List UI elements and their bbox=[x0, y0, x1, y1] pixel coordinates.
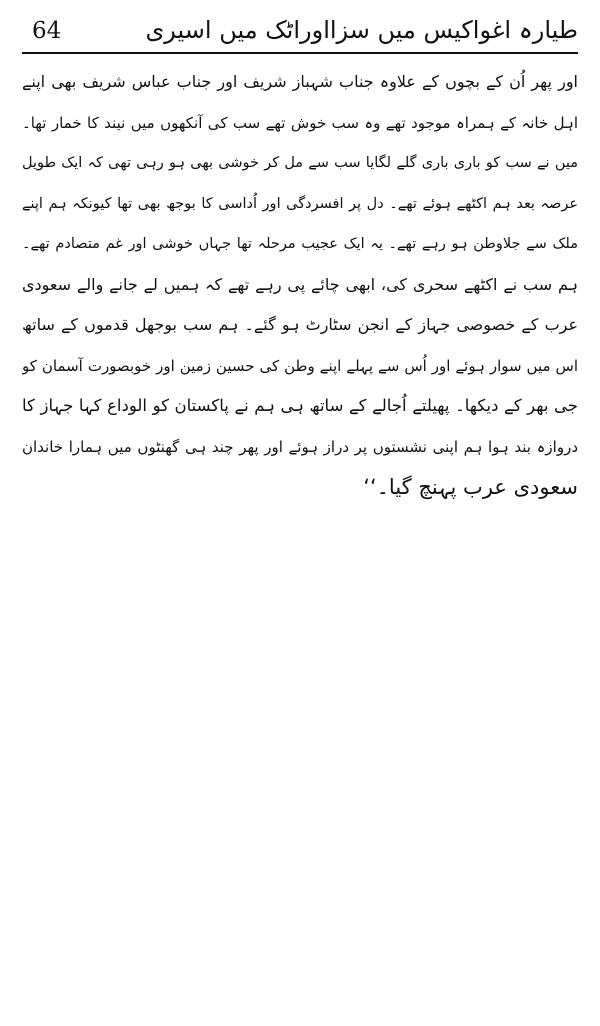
header-rule bbox=[22, 52, 578, 54]
page-number: 64 bbox=[32, 18, 62, 44]
text-line: اور پھر اُن کے بچوں کے علاوہ جناب شہباز شریف اور جناب عباس شریف بھی اپنے bbox=[22, 72, 578, 91]
text-line-last: سعودی عرب پہنچ گیا۔‘‘ bbox=[363, 475, 578, 499]
text-line: ہم سب نے اکٹھے سحری کی، ابھی چائے پی رہے تھے کہ ہمیں لے جانے والے سعودی bbox=[22, 274, 578, 294]
page-header bbox=[22, 10, 578, 50]
running-title: طیارہ اغواکیس میں سزااوراٹک میں اسیری bbox=[145, 16, 578, 44]
text-line: میں نے سب کو باری باری گلے لگایا سب سے مل کر خوشی بھی ہو رہی تھی کہ ایک طویل bbox=[22, 155, 578, 171]
text-line: ملک سے جلاوطن ہو رہے تھے۔ یہ ایک عجیب مرحلہ تھا جہاں خوشی اور غم متصادم تھے۔ bbox=[22, 236, 578, 252]
text-line: اس میں سوار ہوئے اور اُس سے پہلے اپنے وطن کی حسین زمین اور خوبصورت آسمان کو bbox=[22, 356, 578, 375]
text-line: عرب کے خصوصی جہاز کے انجن سٹارٹ ہو گئے۔ ہم سب بوجھل قدموں کے ساتھ bbox=[22, 315, 578, 334]
body-text bbox=[22, 62, 578, 508]
text-line: جی بھر کے دیکھا۔ پھیلتے اُجالے کے ساتھ ہی ہم نے پاکستان کو الوداع کہا جہاز کا bbox=[22, 396, 578, 415]
text-line: دروازہ بند ہوا ہم اپنی نشستوں پر دراز ہوئے اور پھر چند ہی گھنٹوں میں ہمارا خاندان bbox=[22, 437, 578, 456]
text-line: عرصہ بعد ہم اکٹھے ہوئے تھے۔ دل پر افسردگی اور اُداسی کا بوجھ بھی تھا کیونکہ ہم اپنے bbox=[22, 195, 578, 212]
text-line: اہل خانہ کے ہمراہ موجود تھے وہ سب خوش تھے سب کی آنکھوں میں نیند کا خمار تھا۔ bbox=[22, 113, 578, 132]
